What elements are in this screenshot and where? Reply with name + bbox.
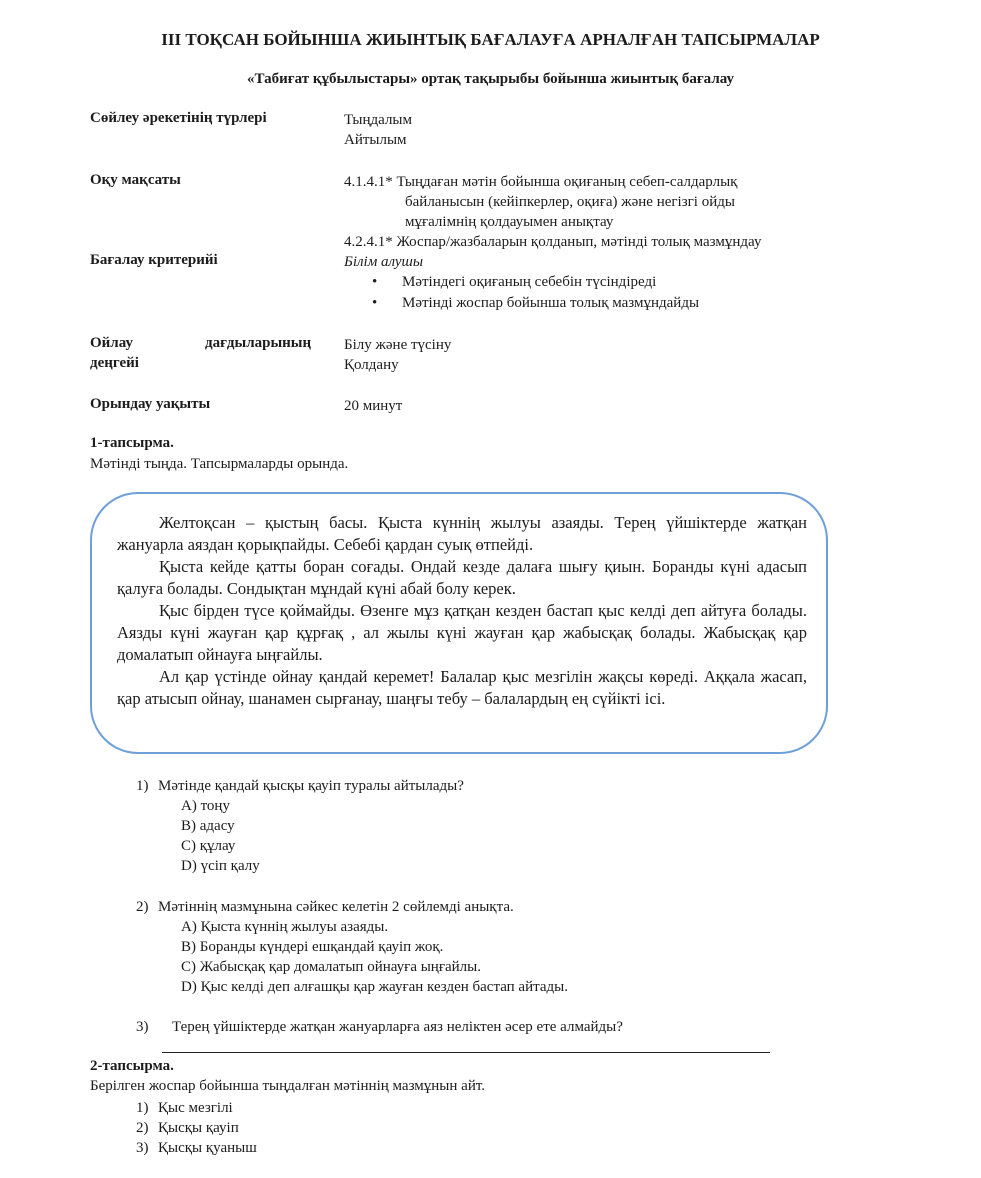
- speech-type-item: Тыңдалым: [344, 112, 412, 128]
- answer-option: А) тоңу: [181, 798, 230, 814]
- criteria-label: Бағалау критерийі: [90, 252, 218, 268]
- duration-label: Орындау уақыты: [90, 396, 211, 412]
- skills-values: [344, 335, 451, 375]
- question-text: Мәтінде қандай қысқы қауіп туралы айтылады?: [158, 778, 464, 794]
- criteria-intro: Білім алушы: [344, 254, 424, 270]
- duration-value: 20 минут: [344, 398, 403, 414]
- story-paragraph: Қыста кейде қатты боран соғады. Ондай кезде далаға шығу қиын. Боранды күні адасып қалуға болады. Сондықтан мұндай күні абай болу керек.: [117, 557, 807, 598]
- skills-label-third: деңгейі: [90, 355, 139, 371]
- answer-option: С) Жабысқақ қар домалатып ойнауға ыңғайлы.: [181, 959, 481, 975]
- plan-item: [136, 1138, 257, 1158]
- learning-goal-values: [344, 172, 761, 252]
- speech-type-item: Айтылым: [344, 132, 407, 148]
- plan-number: 1): [136, 1100, 149, 1116]
- criteria-item: • Мәтінді жоспар бойынша толық мазмұндайды: [344, 293, 699, 314]
- learning-goal-label: Оқу мақсаты: [90, 172, 181, 188]
- story-paragraph: Қыс бірден түсе қоймайды. Өзенге мұз қатқан кезден бастап қыс келді деп айтуға болады. Аязды күні жауған қар құрғақ , ал жылы күні жауған қар жабысқақ болады. Жабысқақ қар домалатып ойнауға ыңғайлы.: [117, 601, 807, 664]
- plan-item: [136, 1098, 257, 1118]
- answer-option: В) Боранды күндері ешқандай қауіп жоқ.: [181, 939, 444, 955]
- plan-number: 2): [136, 1120, 149, 1136]
- speech-types-values: [344, 110, 412, 150]
- skills-label-first: Ойлау: [90, 335, 133, 351]
- answer-option: D) үсіп қалу: [181, 858, 260, 874]
- question-number: 2): [136, 899, 149, 915]
- criteria-item: • Мәтіндегі оқиғаның себебін түсіндіреді: [344, 272, 699, 293]
- answer-option: D) Қыс келді деп алғашқы қар жауған кезден бастап айтады.: [181, 979, 568, 995]
- page-title: ІІІ ТОҚСАН БОЙЫНША ЖИЫНТЫҚ БАҒАЛАУҒА АРНАЛҒАН ТАПСЫРМАЛАР: [161, 30, 820, 49]
- skill-item: Білу және түсіну: [344, 337, 452, 353]
- plan-number: 3): [136, 1140, 149, 1156]
- task2-instruction: Берілген жоспар бойынша тыңдалған мәтіннің мазмұнын айт.: [90, 1078, 486, 1094]
- question-text: Мәтіннің мазмұнына сәйкес келетін 2 сөйлемді анықта.: [158, 899, 514, 915]
- question-number: 3): [136, 1019, 149, 1035]
- answer-option: В) адасу: [181, 818, 235, 834]
- plan-list: [136, 1098, 257, 1158]
- skill-item: Қолдану: [344, 357, 399, 373]
- plan-text: Қыс мезгілі: [158, 1100, 233, 1116]
- answer-option: С) құлау: [181, 838, 236, 854]
- answer-line: [162, 1052, 770, 1053]
- plan-text: Қысқы қуаныш: [158, 1140, 257, 1156]
- page-subtitle: «Табиғат құбылыстары» ортақ тақырыбы бойынша жиынтық бағалау: [247, 71, 734, 87]
- story-paragraph: Желтоқсан – қыстың басы. Қыста күннің жылуы азаяды. Терең үйшіктерде жатқан жануарла аяздан қорықпайды. Себебі қардан суық өтпейді.: [117, 513, 807, 554]
- question-1: [136, 776, 464, 876]
- task1-heading: 1-тапсырма.: [90, 435, 174, 451]
- task1-instruction: Мәтінді тыңда. Тапсырмаларды орында.: [90, 456, 349, 472]
- task2-heading: 2-тапсырма.: [90, 1058, 174, 1074]
- skills-label-second: дағдыларының: [205, 335, 312, 351]
- question-3: [136, 1017, 623, 1037]
- question-2: [136, 897, 568, 997]
- goal-line: мұғалімнің қолдауымен анықтау: [405, 214, 614, 230]
- question-text: Терең үйшіктерде жатқан жануарларға аяз неліктен әсер ете алмайды?: [172, 1019, 623, 1035]
- plan-item: [136, 1118, 257, 1138]
- story-text: [117, 512, 807, 710]
- goal-line: байланысын (кейіпкерлер, оқиға) және негізгі ойды: [405, 194, 735, 210]
- story-paragraph: Ал қар үстінде ойнау қандай керемет! Балалар қыс мезгілін жақсы көреді. Аққала жасап, қар атысып ойнау, шанамен сырғанау, шаңғы тебу – балалардың ең сүйікті ісі.: [117, 667, 807, 708]
- speech-types-label: Сөйлеу әрекетінің түрлері: [90, 110, 267, 126]
- question-number: 1): [136, 778, 149, 794]
- criteria-list: [344, 272, 699, 314]
- goal-line: 4.1.4.1* Тыңдаған мәтін бойынша оқиғаның себеп-салдарлық: [344, 174, 738, 190]
- answer-option: А) Қыста күннің жылуы азаяды.: [181, 919, 389, 935]
- plan-text: Қысқы қауіп: [158, 1120, 239, 1136]
- criteria-values: [344, 252, 699, 314]
- goal-line: 4.2.4.1* Жоспар/жазбаларын қолданып, мәтінді толық мазмұндау: [344, 234, 762, 250]
